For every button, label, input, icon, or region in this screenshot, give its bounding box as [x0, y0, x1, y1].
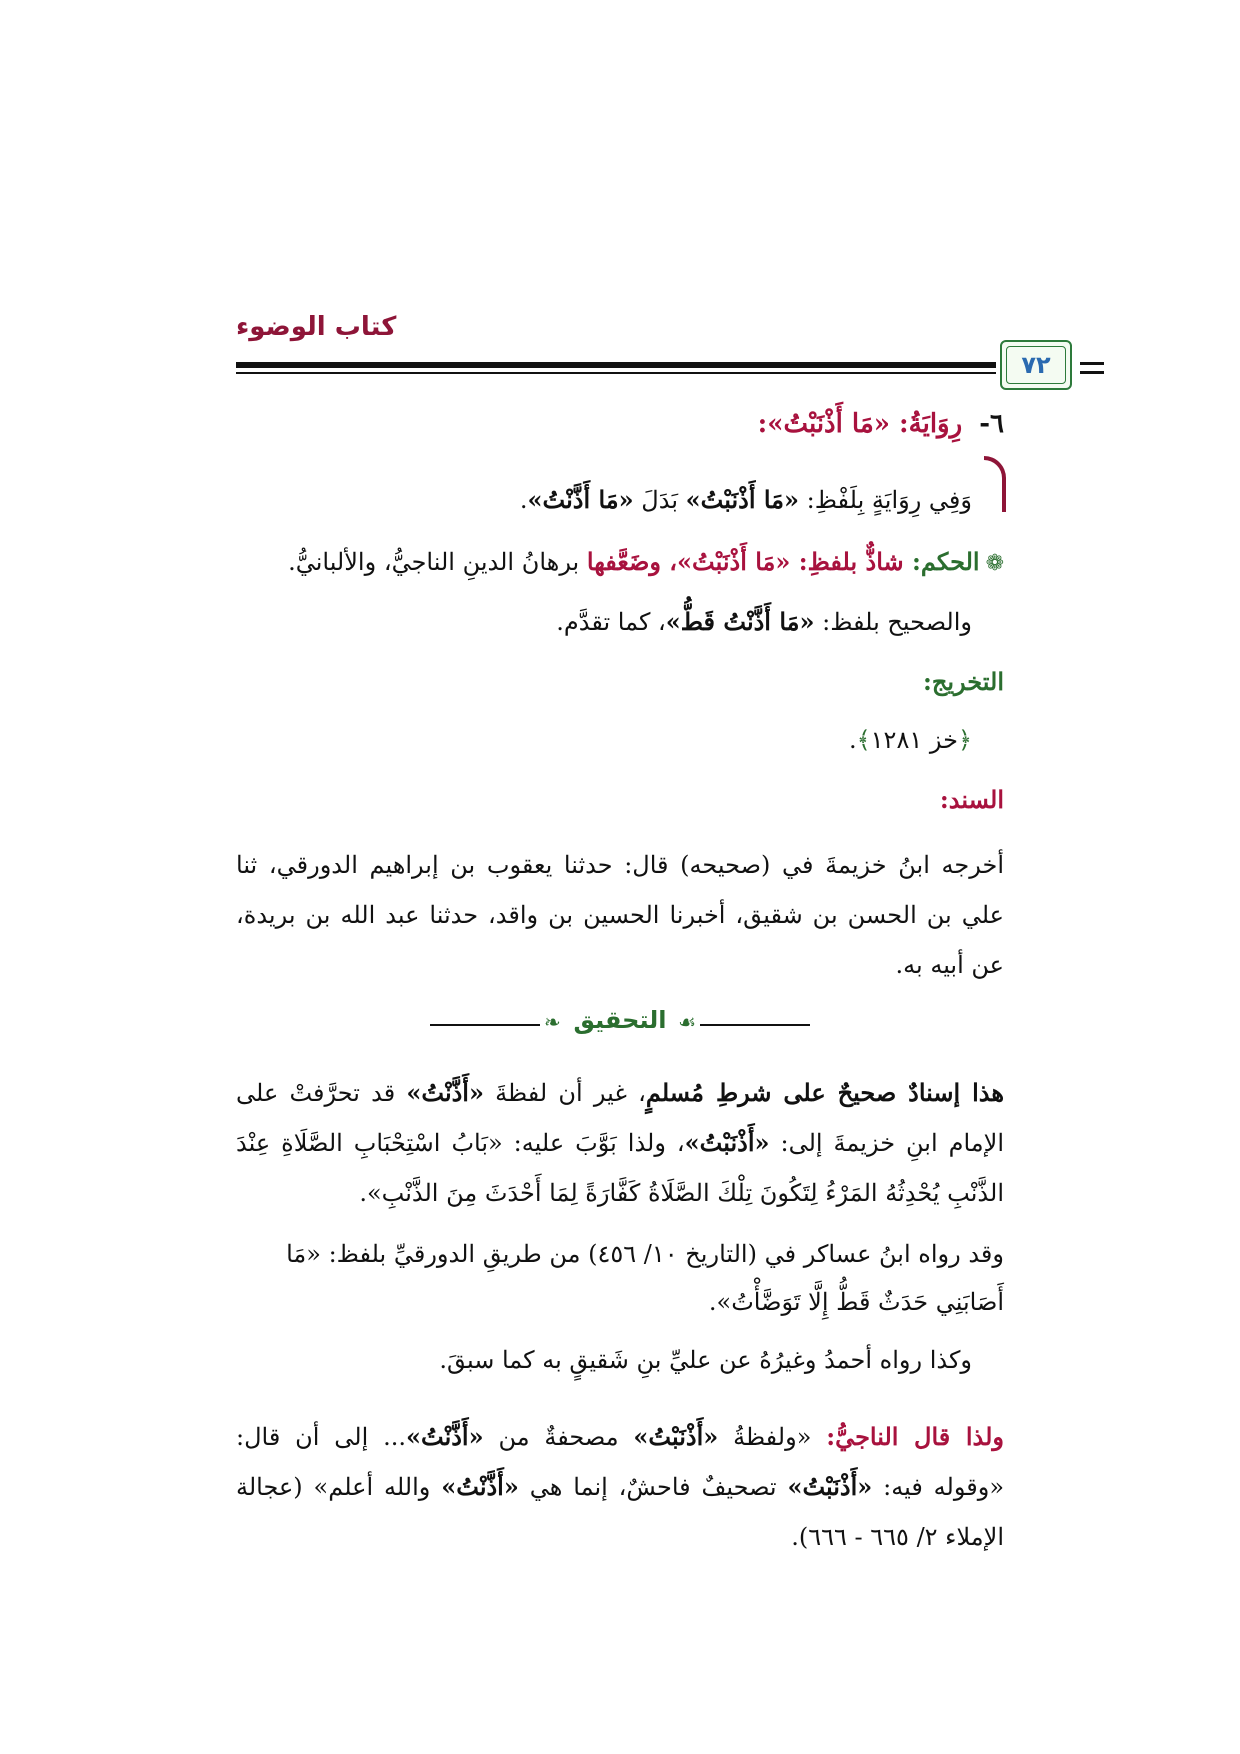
ruling-verdict: شاذٌّ بلفظِ: «مَا أَذْنَبْتُ»، وضَعَّفها [586, 547, 912, 576]
ruling-authorities: برهانُ الدينِ الناجيُّ، والألبانيُّ. [288, 548, 587, 576]
correct-wording-paragraph [236, 600, 972, 644]
header-rule-thick [236, 362, 996, 368]
bracket-open-icon: ﴿ [957, 726, 972, 754]
quote-adhantu: «مَا أَذَّنْتُ» [527, 485, 634, 514]
section-heading [236, 402, 1004, 446]
header-rule-right-top [1080, 362, 1104, 365]
ibn-asakir-paragraph: وقد رواه ابنُ عساكر في (التاريخ ١٠/ ٤٥٦) من طريقِ الدورقيِّ بلفظ: «مَا أَصَابَنِي حَدَثٌ قَطُّ إِلَّا تَوَضَّأْتُ». [286, 1240, 1004, 1316]
text: . [848, 726, 857, 754]
text: وَفِي رِوَايَةٍ بِلَفْظِ: [799, 486, 972, 514]
bracket-close-icon: ﴾ [856, 726, 871, 754]
quote-adhnabtu: «مَا أَذْنَبْتُ» [685, 485, 800, 514]
running-title: كتاب الوضوء [236, 312, 397, 342]
section-title: رِوَايَةُ: «مَا أَذْنَبْتُ»: [757, 409, 963, 439]
tahqiq-paragraph [236, 1068, 1004, 1218]
corner-ornament-icon [984, 456, 1006, 512]
text: ، غير أن لفظةَ [483, 1079, 646, 1107]
naji-paragraph [236, 1412, 1004, 1562]
sanad-label: السند: [939, 785, 1004, 814]
text: . [519, 486, 528, 514]
text: بَدَلَ [633, 486, 686, 514]
ruling-label: الحكم: [912, 547, 980, 576]
text: ، كما تقدَّم. [556, 608, 666, 636]
divider-ornament-icon: ☙ [678, 1010, 696, 1034]
tahqiq-heading: التحقيق [573, 1006, 667, 1034]
page-number-badge [1000, 340, 1072, 390]
text: قد تحرَّفتْ على الإمام ابنِ خزيمةَ إلى: [236, 1079, 1004, 1157]
ruling-paragraph [236, 540, 1004, 586]
reference-code: خز ١٢٨١ [870, 726, 958, 754]
section-divider [430, 1008, 810, 1038]
quote-adhnabtu: «أَذْنَبْتُ» [684, 1128, 770, 1157]
page-number: ٧٢ [1021, 351, 1051, 379]
isnad-verdict: هذا إسنادٌ صحيحٌ على شرطِ مُسلمٍ [645, 1078, 1004, 1107]
text: «ولفظةُ [718, 1423, 827, 1451]
divider-ornament-icon: ❧ [544, 1010, 561, 1034]
naji-label: ولذا قال الناجيُّ: [826, 1422, 1004, 1451]
quote-adhnabtu: «أَذْنَبْتُ» [633, 1422, 719, 1451]
text: ، ولذا بَوَّبَ عليه: «بَابُ اسْتِحْبَابِ الصَّلَاةِ عِنْدَ الذَّنْبِ يُحْدِثُهُ المَرْءُ لِتَكُونَ تِلْكَ الصَّلَاةُ كَفَّارَةً لِمَا أَحْدَثَ مِنَ الذَّنْبِ». [236, 1129, 1004, 1207]
variant-paragraph [236, 478, 972, 522]
text: والصحيح بلفظ: [814, 608, 972, 636]
text: ... إلى أن قال: «وقوله فيه: [236, 1423, 1005, 1501]
section-number: ٦- [979, 409, 1004, 439]
header-rule-thin [236, 372, 996, 374]
text: والله أعلم» (عجالة الإملاء ٢/ ٦٦٥ - ٦٦٦). [236, 1473, 1004, 1551]
takhrij-label: التخريج: [923, 667, 1004, 696]
sanad-paragraph: أخرجه ابنُ خزيمةَ في (صحيحه) قال: حدثنا يعقوب بن إبراهيم الدورقي، ثنا علي بن الحسن بن شقيق، أخبرنا الحسين بن واقد، حدثنا عبد الله بن بريدة، عن أبيه به. [236, 851, 1004, 979]
text: مصحفةٌ من [483, 1423, 634, 1451]
text: تصحيفٌ فاحشٌ، إنما هي [518, 1473, 788, 1501]
flower-ornament-icon: ❁ [985, 551, 1004, 576]
header-rule-right-bottom [1080, 371, 1104, 374]
quote-adhantu-qattu: «مَا أَذَّنْتُ قَطُّ» [665, 607, 815, 636]
takhrij-reference [236, 718, 972, 762]
quote-adhnabtu: «أَذْنَبْتُ» [787, 1472, 873, 1501]
quote-adhantu: «أَذَّنْتُ» [441, 1472, 519, 1501]
quote-adhantu: «أَذَّنْتُ» [406, 1078, 484, 1107]
ahmad-paragraph: وكذا رواه أحمدُ وغيرُهُ عن عليِّ بنِ شَقيقٍ به كما سبقَ. [439, 1346, 972, 1374]
quote-adhantu: «أَذَّنْتُ» [406, 1422, 484, 1451]
